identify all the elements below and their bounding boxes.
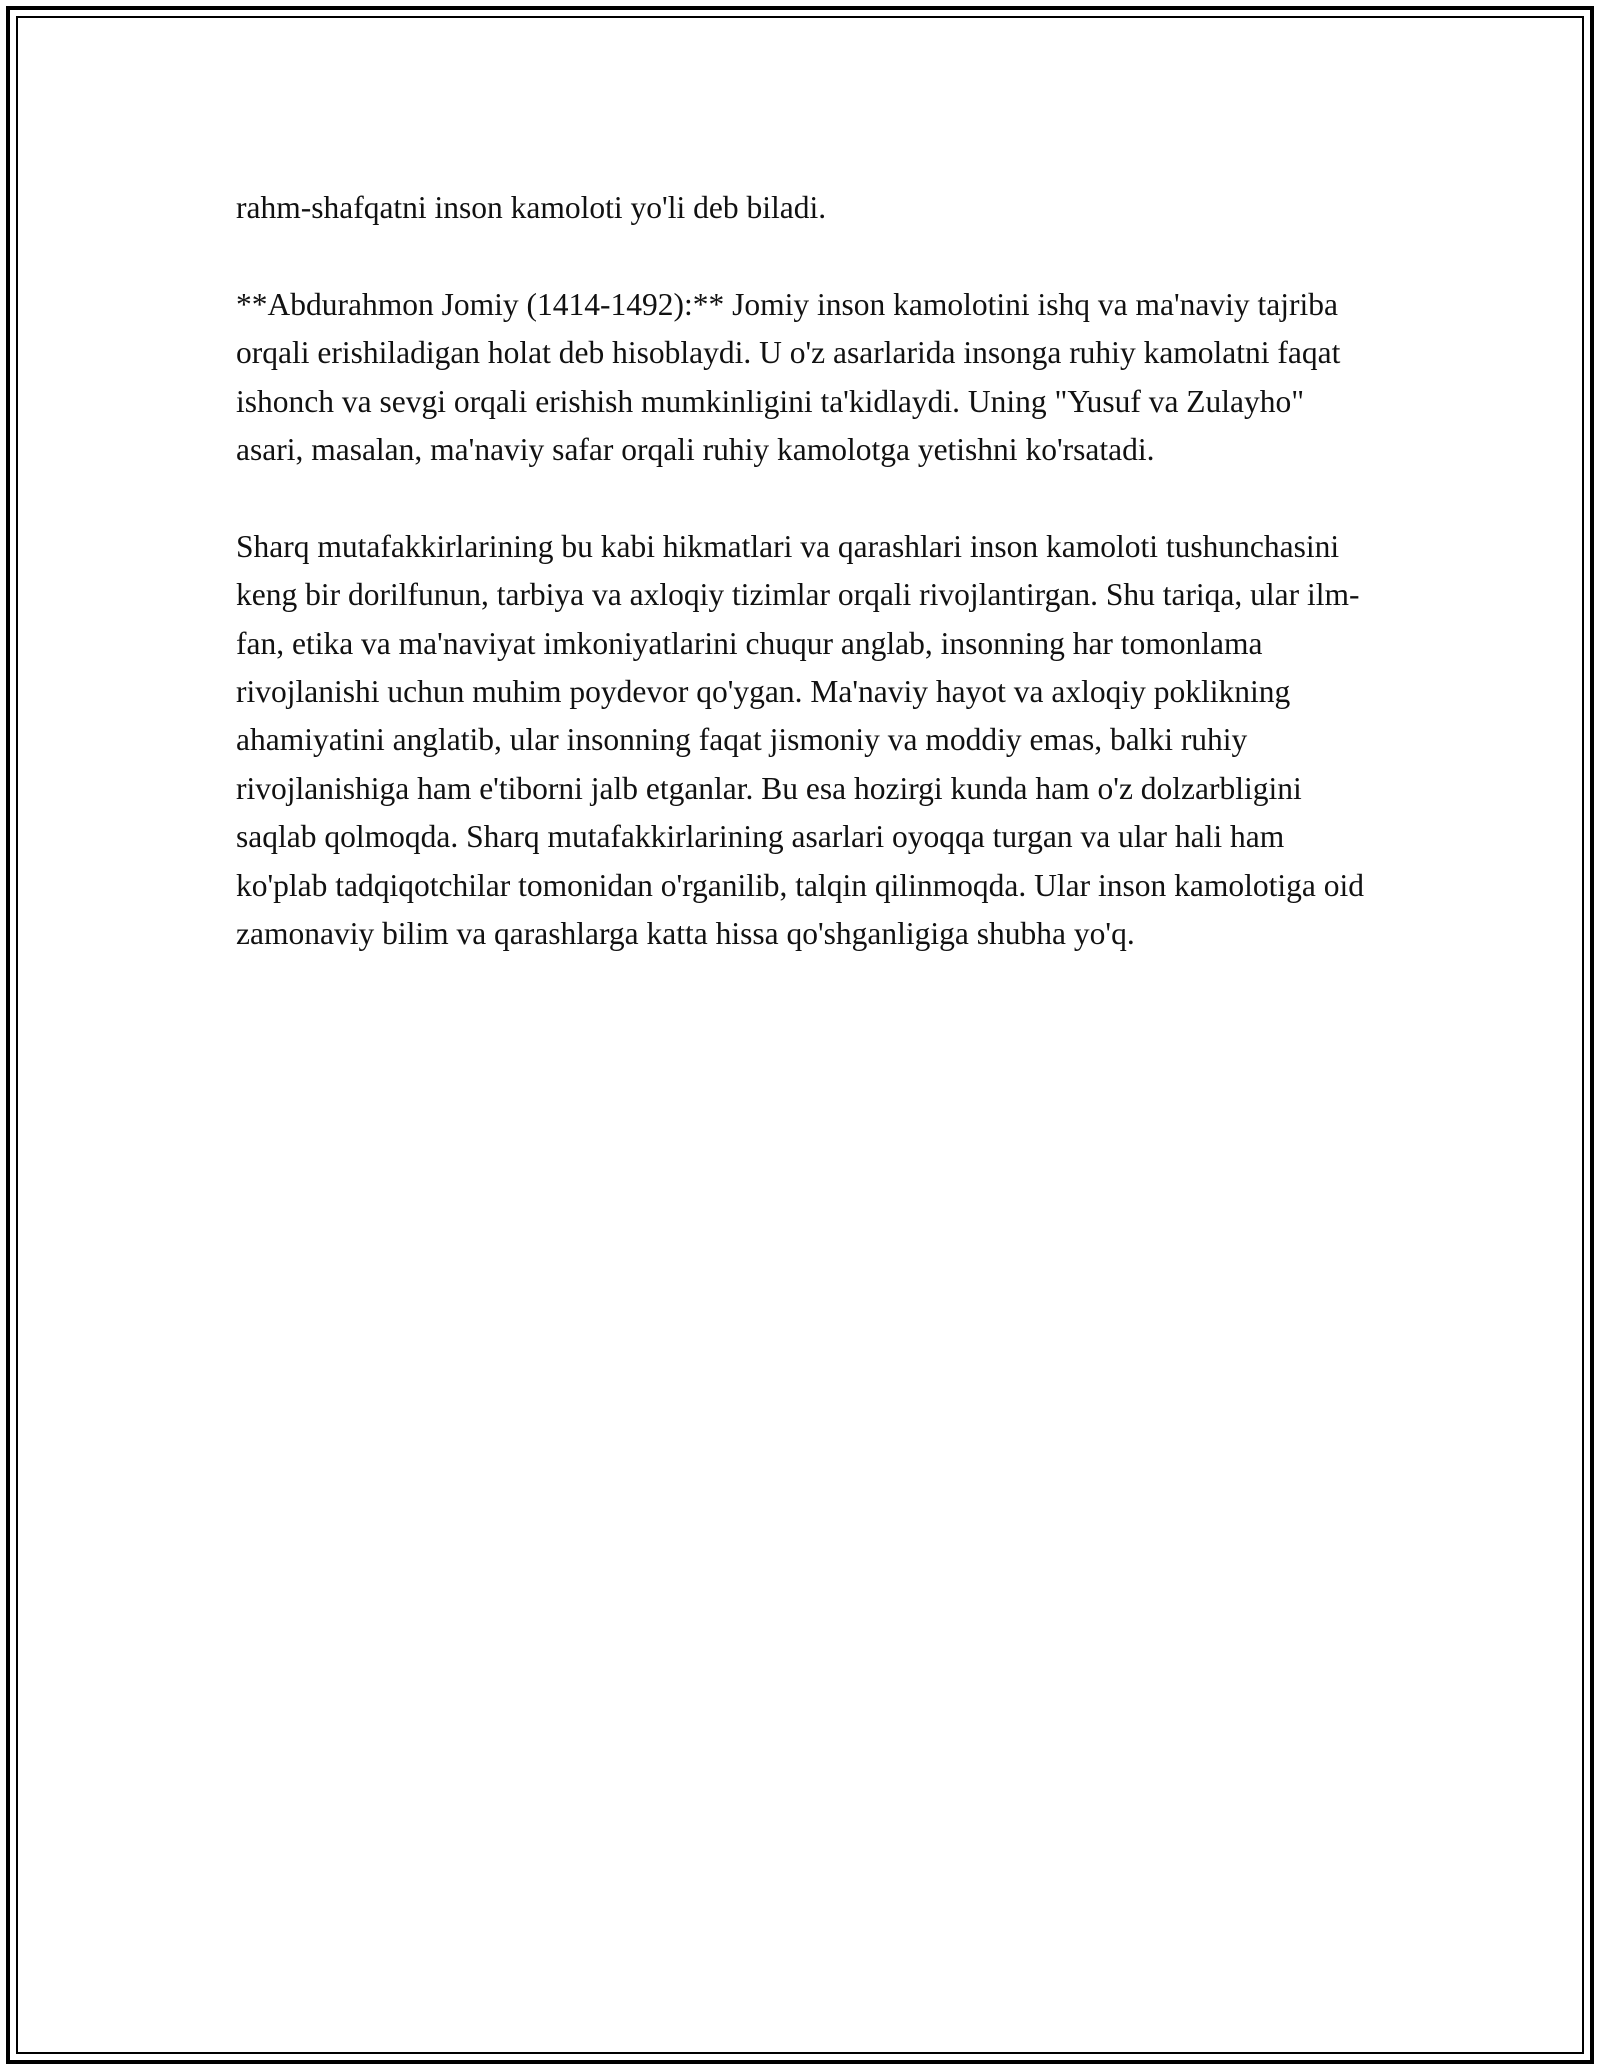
paragraph-conclusion: Sharq mutafakkirlarining bu kabi hikmatlari va qarashlari inson kamoloti tushunchasini keng bir dorilfunun, tarbiya va axloqiy tizimlar orqali rivojlantirgan. Shu tariqa, ular ilm-fan, etika va ma'naviyat imkoniyatlarini chuqur anglab, insonning har tomonlama rivojlanishi uchun muhim poydevor qo'ygan. Ma'naviy hayot va axloqiy poklikning ahamiyatini anglatib, ular insonning faqat jismoniy va moddiy emas, balki ruhiy rivojlanishiga ham e'tiborni jalb etganlar. Bu esa hozirgi kunda ham o'z dolzarbligini saqlab qolmoqda. Sharq mutafakkirlarining asarlari oyoqqa turgan va ular hali ham ko'plab tadqiqotchilar tomonidan o'rganilib, talqin qilinmoqda. Ular inson kamolotiga oid zamonaviy bilim va qarashlarga katta hissa qo'shganligiga shubha yo'q. — [236, 528, 1364, 952]
document-body — [236, 184, 1376, 1007]
paragraph-jomiy: **Abdurahmon Jomiy (1414-1492):** Jomiy inson kamolotini ishq va ma'naviy tajriba orqali erishiladigan holat deb hisoblaydi. U o'z asarlarida insonga ruhiy kamolatni faqat ishonch va sevgi orqali erishish mumkinligini ta'kidlaydi. Uning "Yusuf va Zulayho" asari, masalan, ma'naviy safar orqali ruhiy kamolotga yetishni ko'rsatadi. — [236, 286, 1341, 468]
paragraph-continuation: rahm-shafqatni inson kamoloti yo'li deb biladi. — [236, 190, 827, 225]
